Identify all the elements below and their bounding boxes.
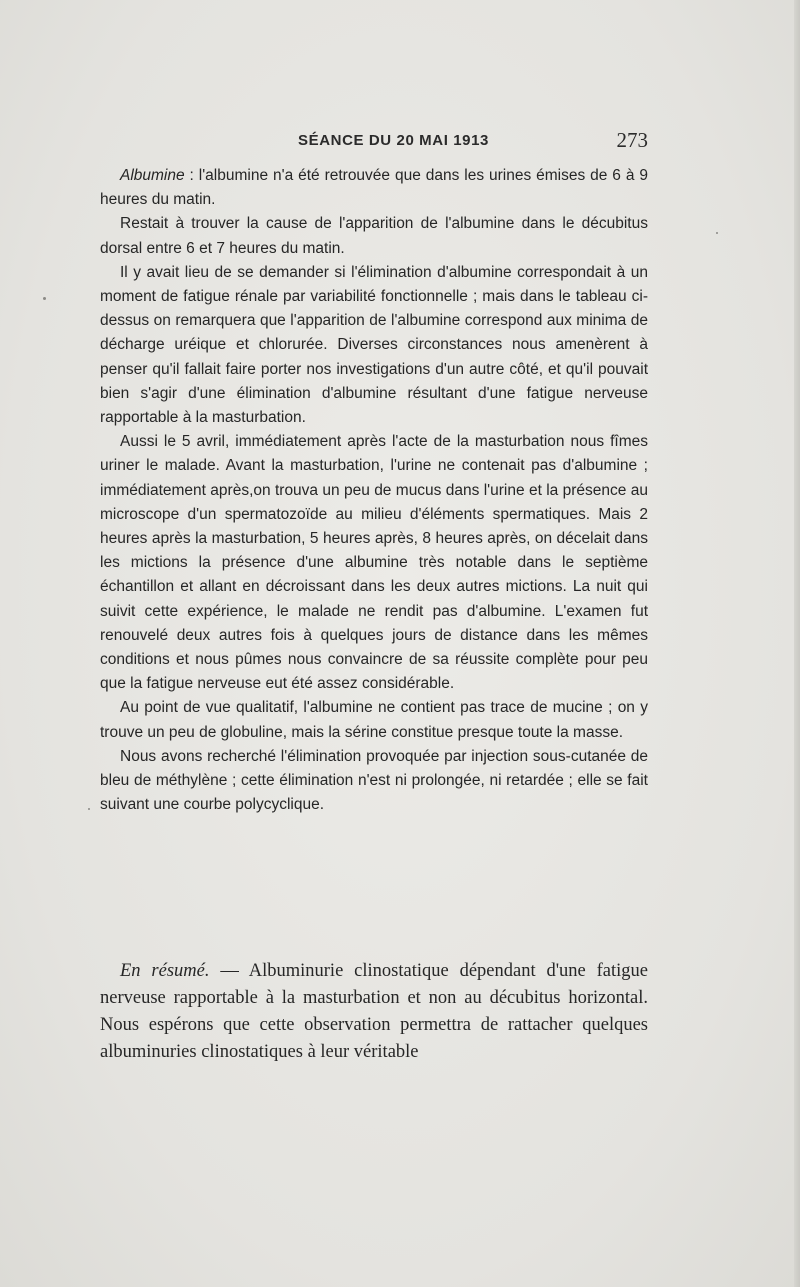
paragraph-albumine <box>100 164 648 212</box>
summary-paragraph <box>100 958 648 1066</box>
running-title: SÉANCE DU 20 MAI 1913 <box>298 132 489 149</box>
paragraph-text: : l'albumine n'a été retrouvée que dans les urines émises de 6 à 9 heures du matin. <box>100 167 648 209</box>
paragraph: Aussi le 5 avril, immédiatement après l'acte de la masturbation nous fîmes uriner le malade. Avant la masturbation, l'urine ne contenait pas d'albumine ; immédiatement après,on trouva un peu de mucus dans l'urine et la présence au microscope d'un spermatozoïde au milieu d'éléments spermatiques. Mais 2 heures après la masturbation, 5 heures après, 8 heures après, on décelait dans les mictions la présence d'une albumine très notable dans le septième échantillon et allant en décroissant dans les deux autres mictions. La nuit qui suivit cette expérience, le malade ne rendit pas d'albumine. L'examen fut renouvelé deux autres fois à quelques jours de distance dans les mêmes conditions et nous pûmes nous convaincre de sa réussite complète pour peu que la fatigue nerveuse eut été assez considérable. <box>100 433 648 693</box>
speck <box>43 297 46 300</box>
speck <box>716 232 718 234</box>
page-number: 273 <box>616 128 648 152</box>
paragraph: Nous avons recherché l'élimination provoquée par injection sous-cutanée de bleu de méthylène ; cette élimination n'est ni prolongée, ni retardée ; elle se fait suivant une courbe polycyclique. <box>100 747 648 814</box>
summary-section <box>100 958 648 1066</box>
paragraph-lead: Albumine <box>120 167 185 184</box>
page-edge <box>794 0 800 1287</box>
summary-lead: En résumé. <box>120 961 210 981</box>
summary-text: — Albuminurie clinostatique dépendant d'une fatigue nerveuse rapportable à la masturbation et non au décubitus horizontal. Nous espérons que cette observation permettra de rattacher quelques albuminuries clinostatiques à leur véritable <box>100 961 649 1062</box>
paragraph: Il y avait lieu de se demander si l'élimination d'albumine correspondait à un moment de fatigue rénale par variabilité fonctionnelle ; mais dans le tableau ci-dessus on remarquera que l'apparition de l'albumine correspond aux minima de décharge uréique et chlorurée. Diverses circonstances nous amenèrent à penser qu'il fallait faire porter nos investigations d'un autre côté, et qu'il pouvait bien s'agir d'une élimination d'albumine résultant d'une fatigue nerveuse rapportable à la masturbation. <box>100 263 648 427</box>
paragraph: Au point de vue qualitatif, l'albumine ne contient pas trace de mucine ; on y trouve un peu de globuline, mais la sérine constitue presque toute la masse. <box>100 699 648 741</box>
paragraph: Restait à trouver la cause de l'apparition de l'albumine dans le décubitus dorsal entre 6 et 7 heures du matin. <box>100 215 648 257</box>
body-text <box>100 164 648 817</box>
page-header <box>100 128 650 156</box>
speck <box>88 808 90 810</box>
